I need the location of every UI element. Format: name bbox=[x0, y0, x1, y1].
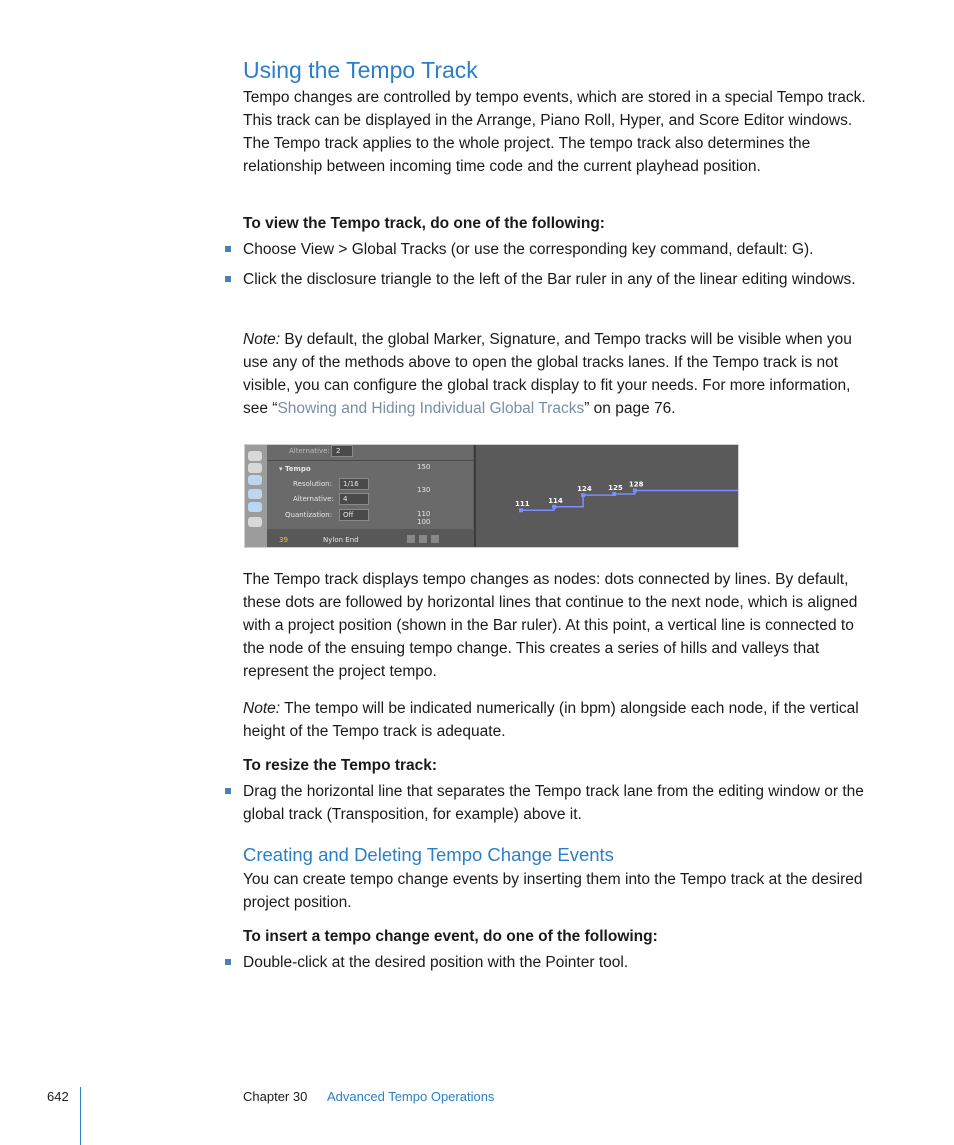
mute-button[interactable] bbox=[407, 535, 415, 543]
tempo-node-label: 124 bbox=[577, 485, 592, 494]
tempo-node bbox=[519, 508, 523, 512]
cross-reference-link[interactable]: Showing and Hiding Individual Global Tracks bbox=[277, 400, 585, 417]
bullet-icon bbox=[225, 246, 231, 252]
tempo-lane[interactable] bbox=[473, 445, 738, 547]
note-label: Note: bbox=[243, 700, 281, 717]
list-item bbox=[225, 951, 875, 974]
list-item bbox=[225, 268, 875, 314]
page-number: 642 bbox=[47, 1089, 69, 1104]
resize-heading: To resize the Tempo track: bbox=[243, 757, 438, 774]
next-track-row bbox=[267, 529, 473, 547]
view-instructions-heading: To view the Tempo track, do one of the following: bbox=[243, 215, 605, 232]
note-label: Note: bbox=[243, 331, 281, 348]
intro-paragraph: Tempo changes are controlled by tempo events, which are stored in a special Tempo track. This track can be displayed in the Arrange, Piano Roll, Hyper, and Score Editor windows. The Tempo track applies to the whole project. The tempo track also determines the relationship between incoming time code and the current playhead position. bbox=[243, 89, 866, 175]
footer-divider bbox=[80, 1087, 81, 1145]
toolbar-strip bbox=[245, 445, 267, 547]
divider bbox=[267, 460, 473, 461]
solo-button[interactable] bbox=[419, 535, 427, 543]
section-heading: Creating and Deleting Tempo Change Events bbox=[243, 844, 614, 865]
list-item-text: Choose View > Global Tracks (or use the corresponding key command, default: G). bbox=[243, 241, 814, 258]
bullet-icon bbox=[225, 788, 231, 794]
chapter-label: Chapter 30 bbox=[243, 1089, 308, 1104]
tool-icon bbox=[248, 502, 262, 512]
resolution-label: Resolution: bbox=[293, 480, 332, 488]
track-parameters-panel bbox=[267, 445, 473, 547]
tempo-node bbox=[581, 493, 585, 497]
list-item-text: Double-click at the desired position with the Pointer tool. bbox=[243, 954, 629, 971]
note-paragraph-2 bbox=[243, 697, 873, 743]
tempo-node-label: 114 bbox=[548, 496, 563, 505]
note-text: By default, the global Marker, Signature, and Tempo tracks will be visible when you use any of the methods above to open the global tracks lanes. If the Tempo track is not visible, you can configure the global track display to fit your needs. For more information, see “ bbox=[243, 331, 852, 417]
quantization-field[interactable]: Off bbox=[339, 509, 369, 521]
tempo-node-label: 128 bbox=[628, 480, 644, 489]
tempo-track-screenshot bbox=[244, 444, 739, 548]
tempo-node bbox=[633, 489, 637, 493]
description-paragraph: The Tempo track displays tempo changes as nodes: dots connected by lines. By default, these dots are followed by horizontal lines that continue to the next node, which is aligned with a project position (shown in the Bar ruler). At this point, a vertical line is connected to the node of the ensuing tempo change. This creates a series of hills and valleys that represent the project tempo. bbox=[243, 571, 858, 680]
insert-heading: To insert a tempo change event, do one of the following: bbox=[243, 928, 658, 945]
quantization-label: Quantization: bbox=[285, 511, 333, 519]
chapter-title-link[interactable]: Advanced Tempo Operations bbox=[327, 1089, 495, 1104]
alternative-label: Alternative: bbox=[293, 495, 334, 503]
tool-icon bbox=[248, 451, 262, 461]
tool-icon bbox=[248, 517, 262, 527]
list-item-text: Click the disclosure triangle to the left of the Bar ruler in any of the linear editing windows. bbox=[243, 271, 856, 288]
alternative-top-field[interactable]: 2 bbox=[331, 445, 353, 457]
alternative-top-label: Alternative: bbox=[289, 447, 330, 455]
note-paragraph bbox=[243, 328, 873, 420]
tempo-node-label: 111 bbox=[515, 500, 530, 509]
tool-icon bbox=[248, 489, 262, 499]
track-name-next: Nylon End bbox=[323, 536, 359, 544]
tool-icon bbox=[248, 463, 262, 473]
tempo-node-label: 125 bbox=[608, 484, 623, 492]
list-item bbox=[225, 238, 875, 261]
bullet-icon bbox=[225, 959, 231, 965]
track-number: 39 bbox=[279, 536, 288, 544]
list-item-text: Drag the horizontal line that separates the Tempo track lane from the editing window or the global track (Transposition, for example) above it. bbox=[243, 783, 864, 823]
tool-icon bbox=[248, 475, 262, 485]
page-title: Using the Tempo Track bbox=[243, 57, 478, 83]
scale-label: 100 bbox=[417, 518, 431, 526]
tempo-node bbox=[552, 505, 556, 509]
scale-label: 110 bbox=[417, 510, 431, 518]
section-intro: You can create tempo change events by inserting them into the Tempo track at the desired project position. bbox=[243, 871, 863, 911]
scale-label: 130 bbox=[417, 486, 431, 494]
record-button[interactable] bbox=[431, 535, 439, 543]
track-name: ▾ Tempo bbox=[279, 465, 311, 473]
bullet-icon bbox=[225, 276, 231, 282]
tempo-curve bbox=[473, 445, 738, 547]
tempo-node bbox=[612, 492, 616, 496]
scale-label: 150 bbox=[417, 463, 431, 471]
alternative-field[interactable]: 4 bbox=[339, 493, 369, 505]
note-text: The tempo will be indicated numerically (in bpm) alongside each node, if the vertical height of the Tempo track is adequate. bbox=[243, 700, 859, 740]
resolution-field[interactable]: 1/16 bbox=[339, 478, 369, 490]
note-text-end: ” on page 76. bbox=[584, 400, 676, 417]
list-item bbox=[225, 780, 875, 826]
